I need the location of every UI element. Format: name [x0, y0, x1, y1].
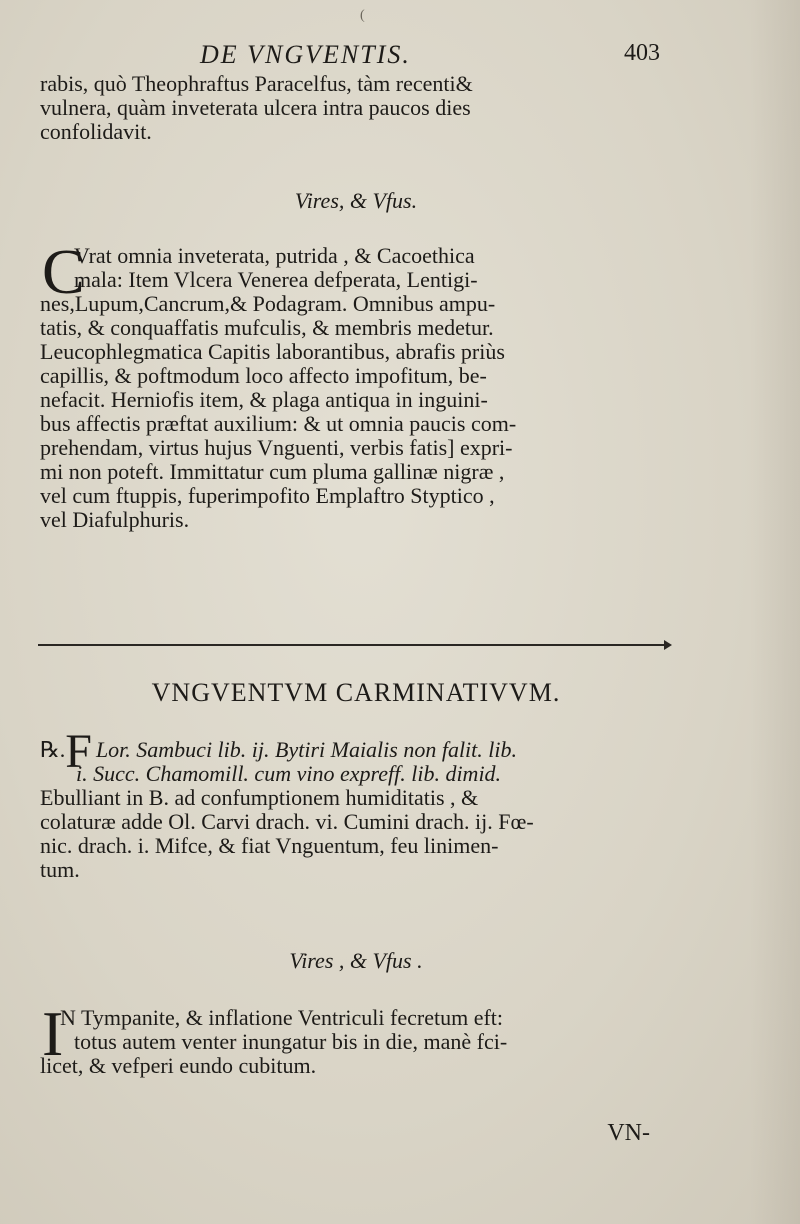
- text-line: licet, & vefperi eundo cubitum.: [40, 1053, 317, 1078]
- text-line: vel cum ftuppis, fuperimpofito Emplaftro Styptico ,: [40, 483, 495, 508]
- text-line: nefacit. Herniofis item, & plaga antiqua in inguini-: [40, 387, 488, 412]
- drop-initial: I: [42, 998, 64, 1069]
- drop-initial: F: [65, 725, 92, 778]
- paragraph-1: [40, 72, 672, 144]
- page-number: 403: [624, 40, 660, 66]
- text-line: N Tympanite, & inflatione Ventriculi fecretum eft:: [60, 1005, 504, 1030]
- paragraph-3: [40, 998, 672, 1078]
- recipe-symbol: ℞.: [40, 737, 66, 762]
- subheading-vires-usus-2: Vires , & Vfus .: [289, 948, 423, 973]
- text-line: Vrat omnia inveterata, putrida , & Cacoethica: [74, 243, 475, 268]
- subheading-vires-usus-1: Vires, & Vfus.: [294, 188, 418, 213]
- text-line: tum.: [40, 857, 80, 882]
- recipe-line-first: Lor. Sambuci lib. ij. Bytiri Maialis non falit. lib.: [95, 737, 518, 762]
- text-line: prehendam, virtus hujus Vnguenti, verbis fatis] expri-: [40, 435, 513, 460]
- section-divider-rule: [38, 644, 668, 646]
- text-line: mi non poteft. Immittatur cum pluma gallinæ nigræ ,: [40, 459, 505, 484]
- text-line: Ebulliant in B. ad confumptionem humiditatis , &: [40, 785, 479, 810]
- text-line: tatis, & conquaffatis mufculis, & membris medetur.: [40, 315, 494, 340]
- top-margin-mark: (: [360, 8, 365, 23]
- paragraph-2: [40, 236, 672, 532]
- page-edge-shadow: [750, 0, 800, 1224]
- text-line: nes,Lupum,Cancrum,& Podagram. Omnibus ampu-: [40, 291, 496, 316]
- text-line: totus autem venter inungatur bis in die, manè fci-: [74, 1029, 508, 1054]
- running-title: DE VNGVENTIS.: [200, 40, 411, 69]
- text-line: mala: Item Vlcera Venerea defperata, Lentigi-: [74, 267, 478, 292]
- catchword: VN-: [607, 1120, 650, 1146]
- text-line: vulnera, quàm inveterata ulcera intra paucos dies: [40, 95, 471, 120]
- text-line: vel Diafulphuris.: [40, 507, 190, 532]
- text-line: confolidavit.: [40, 119, 152, 144]
- text-line: bus affectis præftat auxilium: & ut omnia paucis com-: [40, 411, 517, 436]
- recipe-block: [40, 725, 672, 882]
- section-title: VNGVENTVM CARMINATIVVM.: [151, 678, 561, 707]
- text-line: nic. drach. i. Mifce, & fiat Vnguentum, feu linimen-: [40, 833, 499, 858]
- text-line: capillis, & poftmodum loco affecto impofitum, be-: [40, 363, 487, 388]
- page-header: [200, 40, 660, 70]
- drop-initial: C: [42, 236, 85, 307]
- text-line: i. Succ. Chamomill. cum vino expreff. lib. dimid.: [76, 761, 502, 786]
- text-line: colaturæ adde Ol. Carvi drach. vi. Cumini drach. ij. Fœ-: [40, 809, 534, 834]
- text-line: rabis, quò Theophraftus Paracelfus, tàm recenti&: [40, 71, 473, 96]
- text-line: Leucophlegmatica Capitis laborantibus, abrafis priùs: [40, 339, 505, 364]
